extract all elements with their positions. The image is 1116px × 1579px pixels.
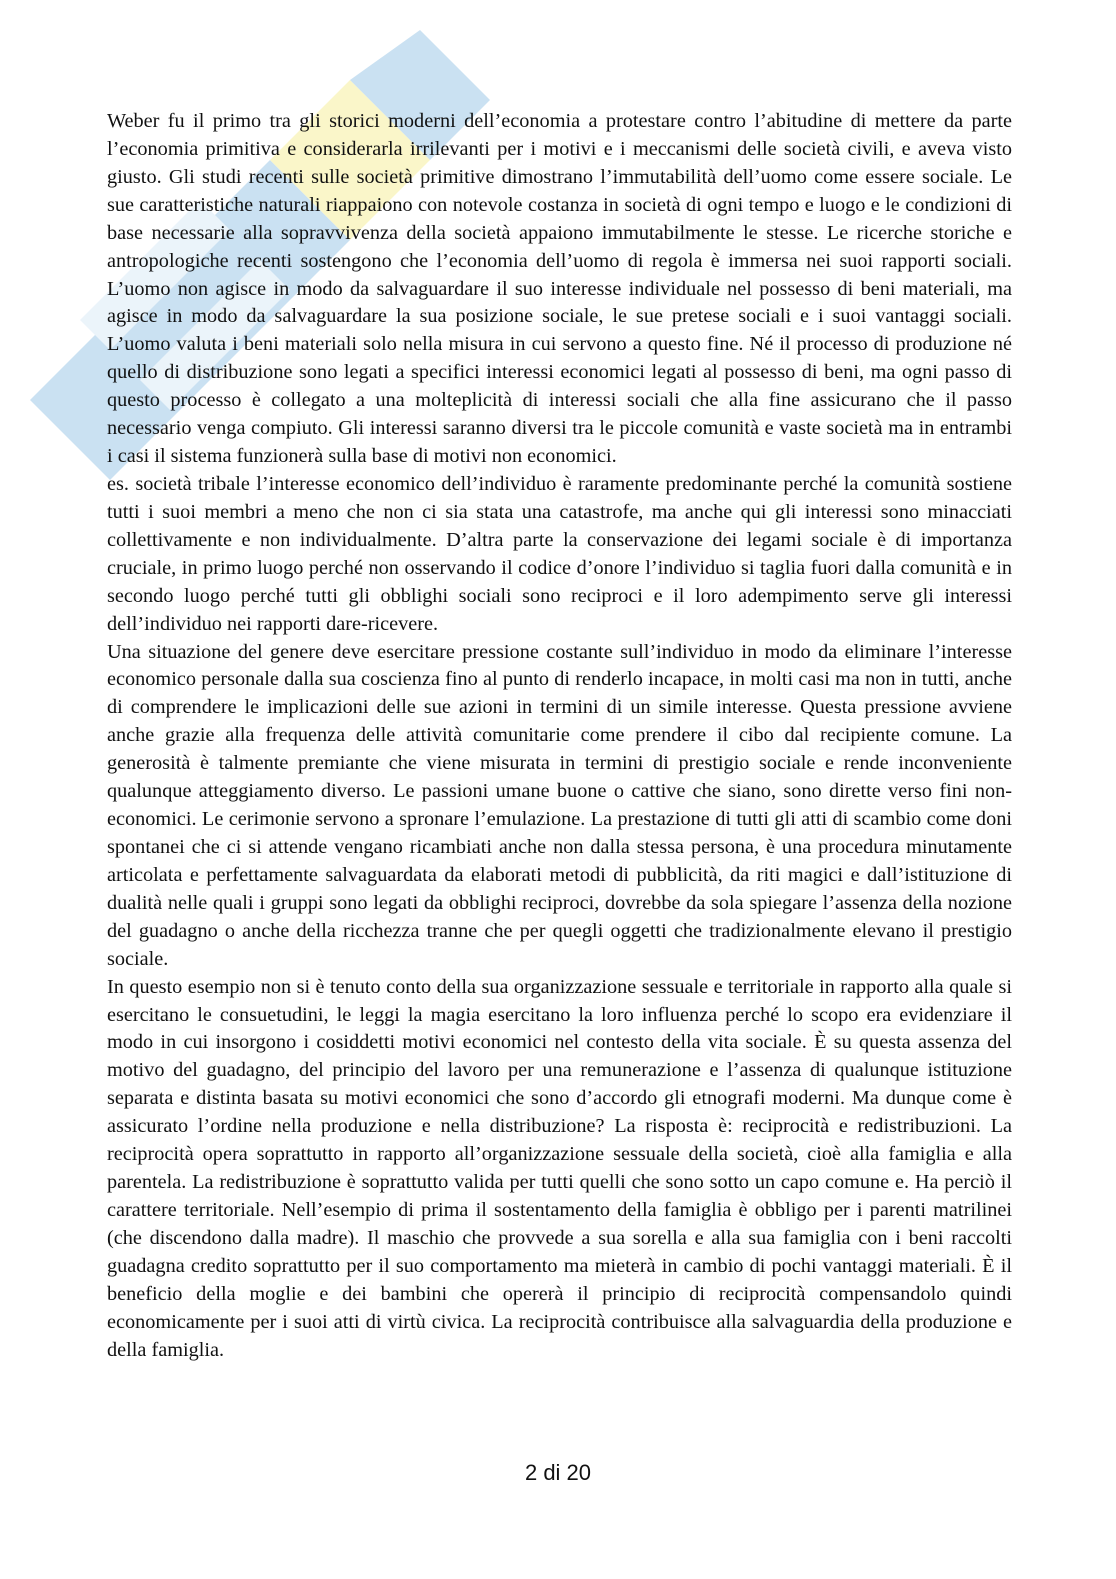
paragraph-3: Una situazione del genere deve esercitare pressione costante sull’individuo in modo da eliminare l’interesse economico personale dalla sua coscienza fino al punto di renderlo incapace, in molti casi ma non in tutti, anche di comprendere le implicazioni delle sue azioni in termini di un simile interesse. Questa pressione avviene anche grazie alla frequenza delle attività comunitarie come prendere il cibo dal recipiente comune. La generosità è talmente premiante che viene misurata in termini di prestigio sociale e rende inconveniente qualunque atteggiamento diverso. Le passioni umane buone o cattive che siano, sono dirette verso fini non-economici. Le cerimonie servono a spronare l’emulazione. La prestazione di tutti gli atti di scambio come doni spontanei che ci si attende vengano ricambiati anche non dalla stessa persona, è una procedura minutamente articolata e perfettamente salvaguardata da elaborati metodi di pubblicità, da riti magici e dall’istituzione di dualità nelle quali i gruppi sono legati da obblighi reciproci, dovrebbe da sola spiegare l’assenza della nozione del guadagno o anche della ricchezza tranne che per quegli oggetti che tradizionalmente elevano il prestigio sociale.	[107, 640, 1012, 970]
document-body	[107, 108, 1012, 1364]
page-number: 2 di 20	[524, 1460, 592, 1485]
paragraph-2: es. società tribale l’interesse economico dell’individuo è raramente predominante perché la comunità sostiene tutti i suoi membri a meno che non ci sia stata una catastrofe, ma anche qui gli interessi sono minacciati collettivamente e non individualmente. D’altra parte la conservazione dei legami sociale è di importanza cruciale, in primo luogo perché non osservando il codice d’onore l’individuo si taglia fuori dalla comunità e in secondo luogo perché tutti gli obblighi sociali sono reciproci e il loro adempimento serve gli interessi dell’individuo nei rapporti dare-ricevere.	[107, 472, 1012, 635]
paragraph-1: Weber fu il primo tra gli storici moderni dell’economia a protestare contro l’abitudine di mettere da parte l’economia primitiva e considerarla irrilevanti per i motivi e i meccanismi delle società civili, e aveva visto giusto. Gli studi recenti sulle società primitive dimostrano l’immutabilità dell’uomo come essere sociale. Le sue caratteristiche naturali riappaiono con notevole costanza in società di ogni tempo e luogo e le condizioni di base necessarie alla sopravvivenza della società appaiono immutabilmente le stesse. Le ricerche storiche e antropologiche recenti sostengono che l’economia dell’uomo di regola è immersa nei suoi rapporti sociali. L’uomo non agisce in modo da salvaguardare il suo interesse individuale nel possesso di beni materiali, ma agisce in modo da salvaguardare la sua posizione sociale, le sue pretese sociali e i suoi vantaggi sociali. L’uomo valuta i beni materiali solo nella misura in cui servono a questo fine. Né il processo di produzione né quello di distribuzione sono legati a specifici interessi economici legati al possesso di beni, ma ogni passo di questo processo è collegato a una molteplicità di interessi sociali che alla fine assicurano che il passo necessario venga compiuto. Gli interessi saranno diversi tra le piccole comunità e vaste società ma in entrambi i casi il sistema funzionerà sulla base di motivi non economici.	[107, 110, 1012, 468]
paragraph-4: In questo esempio non si è tenuto conto della sua organizzazione sessuale e territoriale in rapporto alla quale si esercitano le consuetudini, le leggi la magia esercitano la loro influenza perché lo scopo era evidenziare il modo in cui insorgono i cosiddetti motivi economici nel contesto della vita sociale. È su questa assenza del motivo del guadagno, del principio del lavoro per una remunerazione e l’assenza di qualunque istituzione separata e distinta basata su motivi economici che sono d’accordo gli etnografi moderni. Ma dunque come è assicurato l’ordine nella produzione e nella distribuzione? La risposta è: reciprocità e redistribuzioni. La reciprocità opera soprattutto in rapporto all’organizzazione sessuale della società, cioè alla famiglia e alla parentela. La redistribuzione è soprattutto valida per tutti quelli che sono sotto un capo comune e. Ha perciò il carattere territoriale. Nell’esempio di prima il sostentamento della famiglia è obbligo per i parenti matrilinei (che discendono dalla madre). Il maschio che provvede a sua sorella e alla sua famiglia con i beni raccolti guadagna credito soprattutto per il suo comportamento ma mieterà in cambio di pochi vantaggi materiali. È il beneficio della moglie e dei bambini che opererà il principio di reciprocità compensandolo quindi economicamente per i suoi atti di virtù civica. La reciprocità contribuisce alla salvaguardia della produzione e della famiglia.	[107, 975, 1012, 1361]
